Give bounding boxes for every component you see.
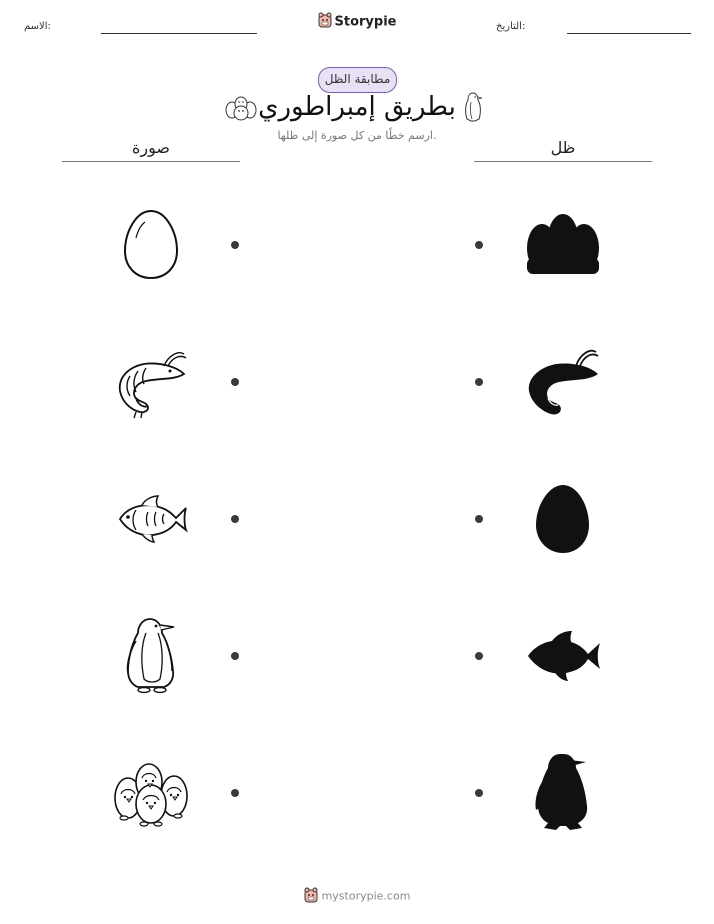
- picture-dot-3[interactable]: [231, 515, 239, 523]
- instructions: ارسم خطًا من كل صورة إلى ظلها.: [277, 129, 437, 142]
- shadow-dot-2[interactable]: [475, 378, 483, 386]
- name-label: الاسم:: [24, 21, 51, 32]
- worksheet-title: بطريق إمبراطوري: [258, 92, 456, 122]
- shadow-penguin-chicks[interactable]: [518, 200, 608, 290]
- column-head-shadow: ظل: [550, 138, 576, 157]
- picture-penguin-chicks[interactable]: [106, 748, 196, 838]
- shadow-dot-1[interactable]: [475, 241, 483, 249]
- picture-dot-1[interactable]: [231, 241, 239, 249]
- column-underline-picture: [62, 161, 240, 162]
- picture-dot-5[interactable]: [231, 789, 239, 797]
- brand-name: Storypie: [334, 14, 397, 30]
- shadow-fish[interactable]: [518, 611, 608, 701]
- storypie-logo-icon: [304, 887, 318, 906]
- shadow-dot-5[interactable]: [475, 789, 483, 797]
- picture-dot-2[interactable]: [231, 378, 239, 386]
- picture-shrimp[interactable]: [106, 338, 196, 428]
- shadow-shrimp[interactable]: [518, 338, 608, 428]
- picture-egg[interactable]: [106, 200, 196, 290]
- column-underline-shadow: [474, 161, 652, 162]
- picture-fish[interactable]: [106, 474, 196, 564]
- shadow-dot-4[interactable]: [475, 652, 483, 660]
- picture-penguin[interactable]: [106, 611, 196, 701]
- category-badge: مطابقة الظل: [318, 67, 397, 93]
- date-label: التاريخ:: [496, 21, 526, 32]
- brand: [0, 12, 714, 32]
- shadow-penguin[interactable]: [518, 748, 608, 838]
- shadow-dot-3[interactable]: [475, 515, 483, 523]
- date-line[interactable]: [567, 33, 691, 34]
- name-line[interactable]: [101, 33, 257, 34]
- footer: [0, 887, 714, 906]
- storypie-logo-icon: [318, 12, 332, 32]
- shadow-egg[interactable]: [518, 474, 608, 564]
- column-head-picture: صورة: [132, 138, 170, 157]
- penguin-decor-icon: [462, 91, 484, 127]
- picture-dot-4[interactable]: [231, 652, 239, 660]
- footer-url[interactable]: mystorypie.com: [321, 889, 411, 903]
